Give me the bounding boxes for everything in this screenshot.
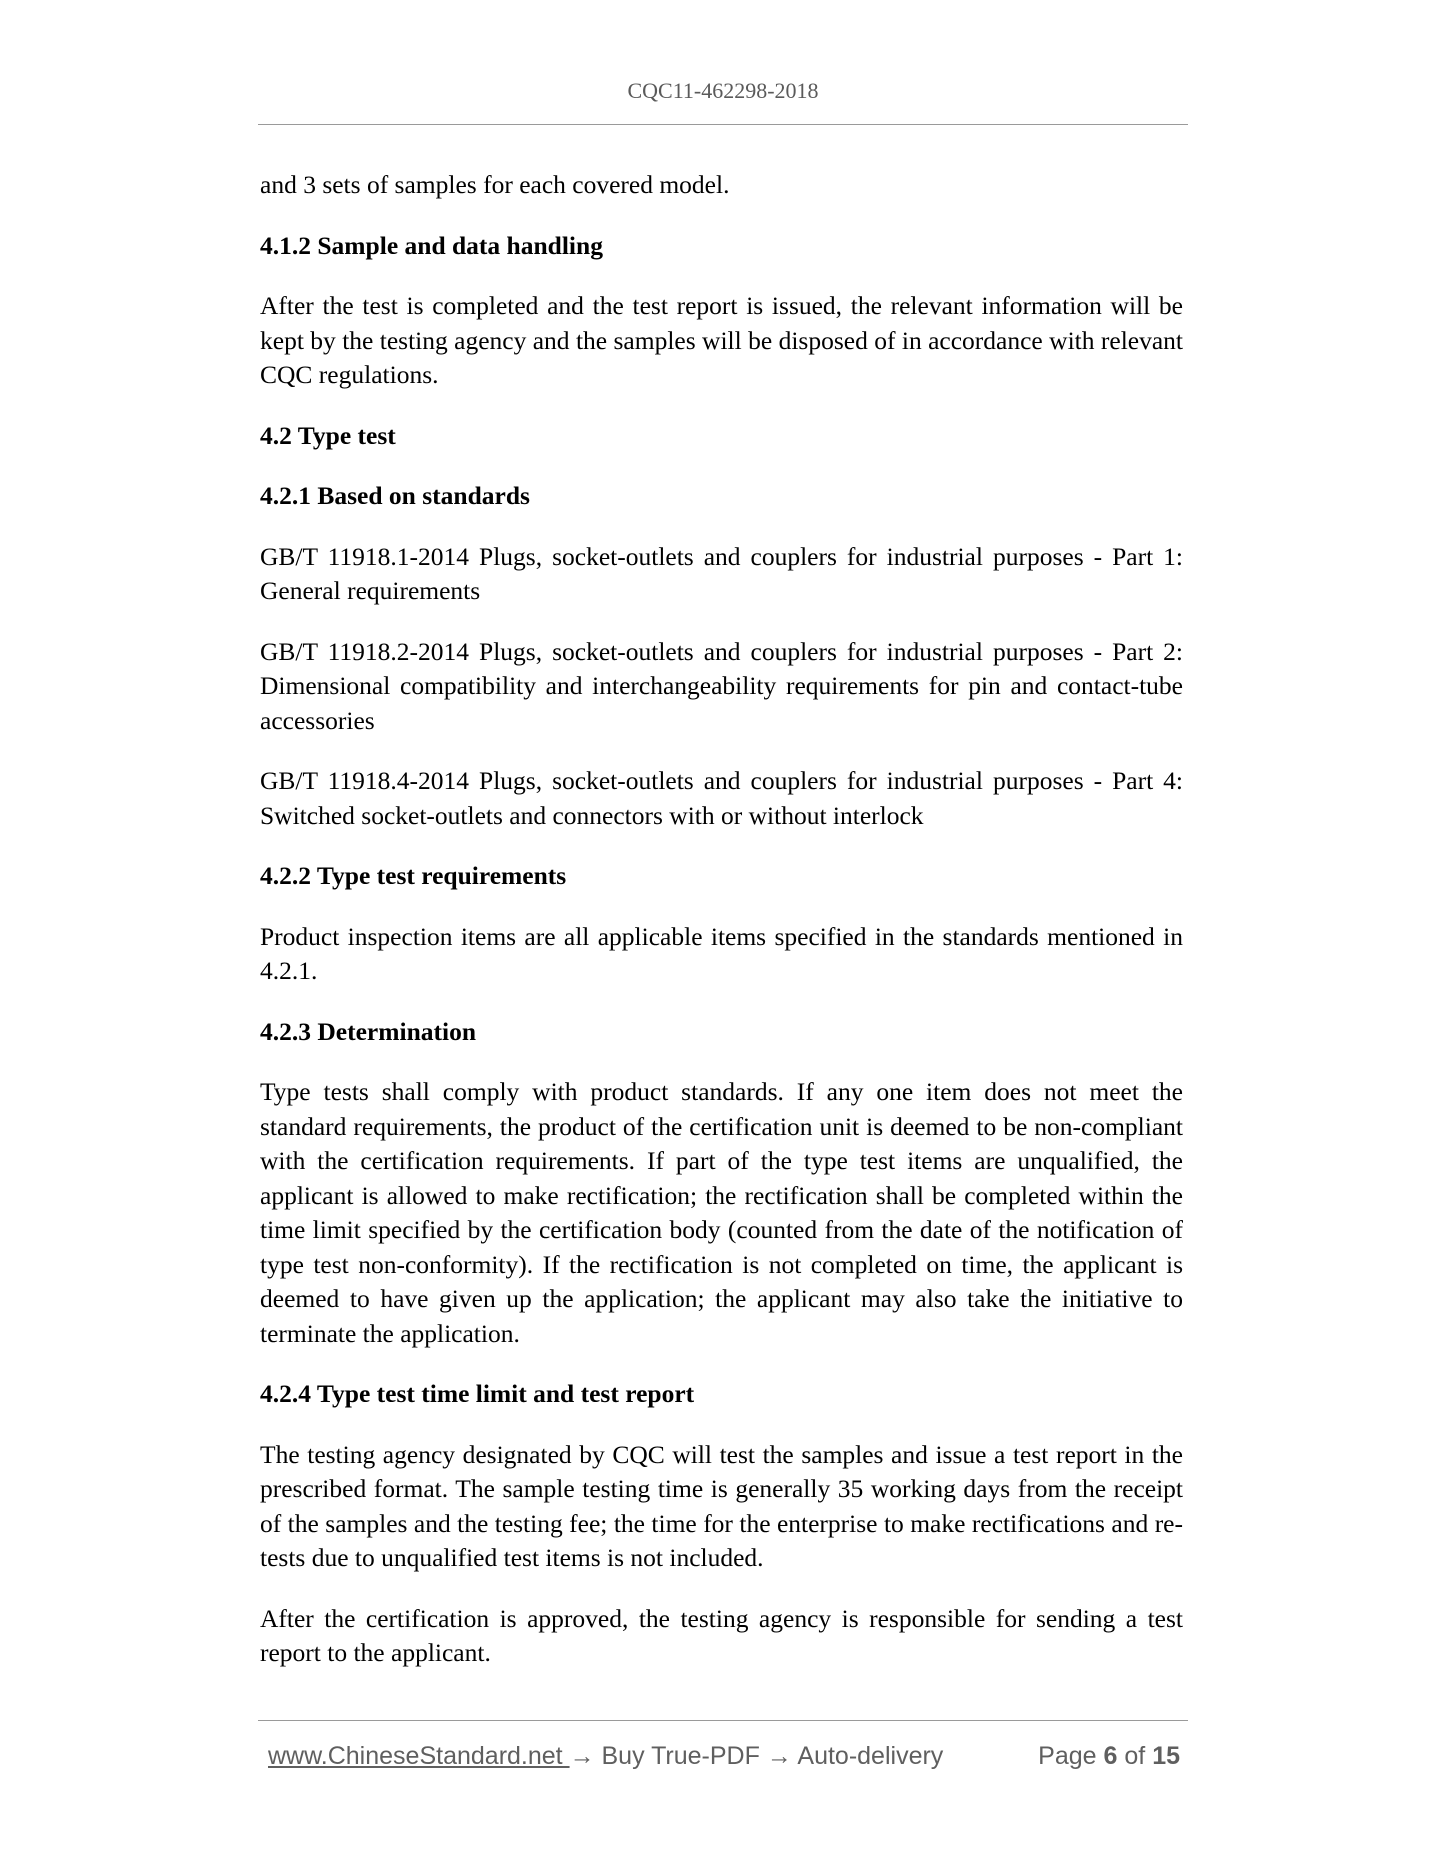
standard-part-4: GB/T 11918.4-2014 Plugs, socket-outlets and couplers for industrial purposes - Part 4: Switched socket-outlets and connectors with or without interlock [260, 766, 1183, 830]
footer-nav-text: → Buy True-PDF → Auto-delivery [569, 1742, 944, 1770]
heading-4-2-3: 4.2.3 Determination [260, 1016, 477, 1046]
paragraph-determination: Type tests shall comply with product standards. If any one item does not meet the standard requirements, the product of the certification unit is deemed to be non-compliant with the certification requirements. If part of the type test items are unqualified, the applicant is allowed to make rectification; the rectification shall be completed within the time limit specified by the certification body (counted from the date of the notification of type test non-conformity). If the rectification is not completed on time, the applicant is deemed to have given up the application; the applicant may also take the initiative to terminate the application. [260, 1077, 1183, 1348]
paragraph-time-limit: The testing agency designated by CQC will test the samples and issue a test report in the prescribed format. The sample testing time is generally 35 working days from the receipt of the samples and the testing fee; the time for the enterprise to make rectifications and re-tests due to unqualified test items is not included. [260, 1439, 1183, 1572]
page-current: 6 [1103, 1742, 1118, 1770]
heading-4-2-4: 4.2.4 Type test time limit and test report [260, 1379, 695, 1408]
page-label: Page [1038, 1742, 1097, 1770]
document-body [260, 168, 1183, 1697]
header-divider [258, 124, 1188, 125]
page-of-label: of [1124, 1742, 1146, 1770]
footer-nav [268, 1742, 943, 1771]
website-link[interactable]: www.ChineseStandard.net [268, 1742, 570, 1770]
page-total: 15 [1152, 1742, 1180, 1770]
heading-4-2: 4.2 Type test [260, 420, 396, 450]
heading-4-2-2: 4.2.2 Type test requirements [260, 861, 567, 890]
footer-divider [258, 1720, 1188, 1721]
standard-part-1: GB/T 11918.1-2014 Plugs, socket-outlets and couplers for industrial purposes - Part 1: General requirements [260, 541, 1183, 605]
paragraph-type-test-requirements: Product inspection items are all applicable items specified in the standards mentioned in 4.2.1. [260, 921, 1183, 985]
page-header-title: CQC11-462298-2018 [627, 78, 819, 103]
heading-4-1-2: 4.1.2 Sample and data handling [260, 230, 603, 260]
paragraph-report-delivery: After the certification is approved, the testing agency is responsible for sending a test report to the applicant. [260, 1603, 1183, 1667]
paragraph-sample-handling: After the test is completed and the test report is issued, the relevant information will be kept by the testing agency and the samples will be disposed of in accordance with relevant CQC regulations. [260, 291, 1183, 389]
paragraph-continuation: and 3 sets of samples for each covered model. [260, 170, 730, 199]
heading-4-2-1: 4.2.1 Based on standards [260, 481, 530, 510]
page-number [1038, 1742, 1180, 1771]
standard-part-2: GB/T 11918.2-2014 Plugs, socket-outlets and couplers for industrial purposes - Part 2: Dimensional compatibility and interchangeability requirements for pin and contact-tube accessories [260, 636, 1183, 735]
